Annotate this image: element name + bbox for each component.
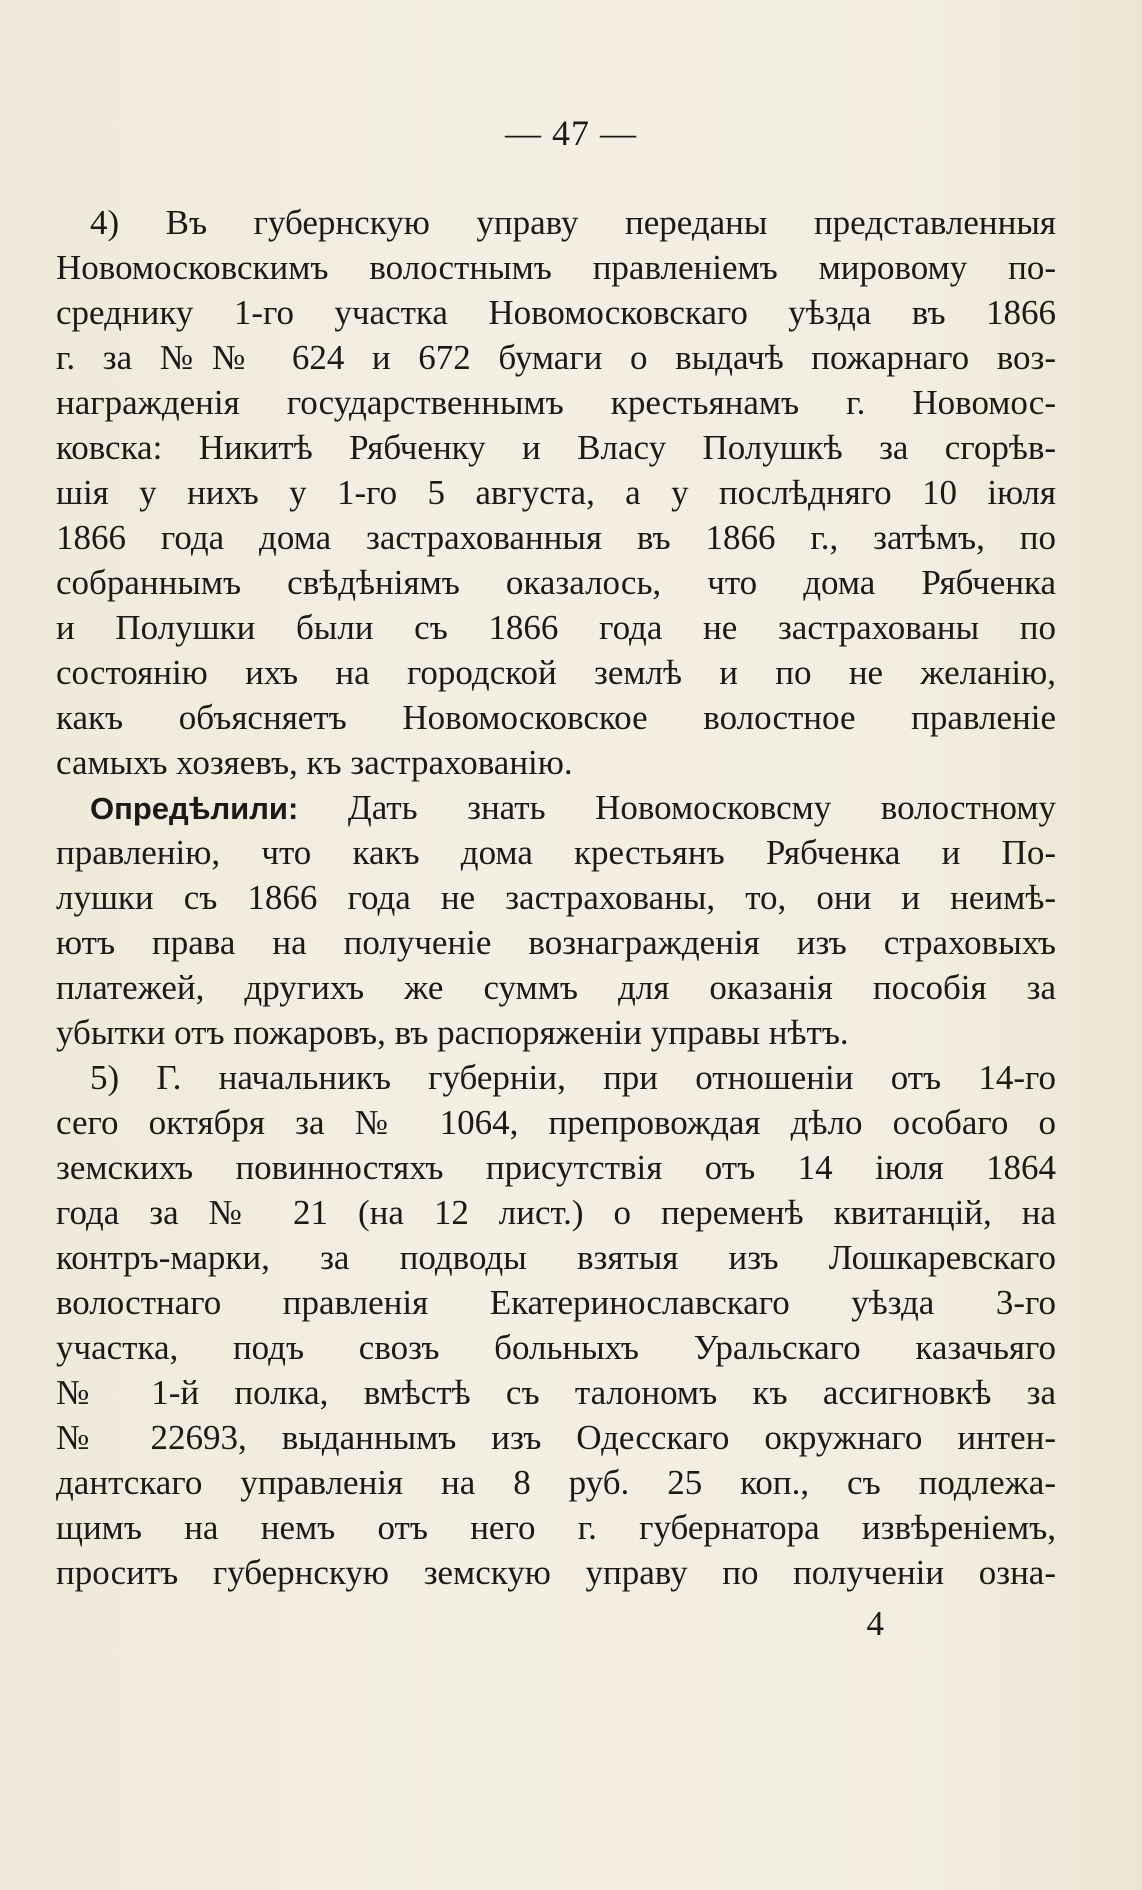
text-line: убытки отъ пожаровъ, въ распоряженіи управы нѣтъ. [56,1013,849,1052]
text-line: правленію, что какъ дома крестьянъ Рябченка и По- [56,833,1056,872]
text-line: г. за №№ 624 и 672 бумаги о выдачѣ пожарнаго воз- [56,338,1056,377]
paragraph-5 [56,1055,1056,1595]
text-line: года за № 21 (на 12 лист.) о переменѣ квитанцій, на [56,1193,1056,1232]
text-line: 4) Въ губернскую управу переданы представленныя [90,203,1056,242]
text-line: лушки съ 1866 года не застрахованы, то, они и неимѣ- [56,878,1056,917]
paragraph-4 [56,200,1056,785]
text-line: 1866 года дома застрахованныя въ 1866 г., затѣмъ, по [56,518,1056,557]
text-line: ютъ права на полученіе вознагражденія изъ страховыхъ [56,923,1056,962]
text-line: № 1-й полка, вмѣстѣ съ талономъ къ ассигновкѣ за [56,1373,1056,1412]
text-line: состоянію ихъ на городской землѣ и по не желанію, [56,653,1056,692]
text-line: 5) Г. начальникъ губерніи, при отношеніи отъ 14-го [90,1058,1056,1097]
text-line: награжденія государственнымъ крестьянамъ г. Новомос- [56,383,1056,422]
text-line [56,785,1056,830]
text-line: сего октября за № 1064, препровождая дѣло особаго о [56,1103,1056,1142]
text-line: какъ объясняетъ Новомосковское волостное правленіе [56,698,1056,737]
text-line: контръ-марки, за подводы взятыя изъ Лошкаревскаго [56,1238,1056,1277]
text-line: самыхъ хозяевъ, къ застрахованію. [56,743,573,782]
text-line: Новомосковскимъ волостнымъ правленіемъ мировому по- [56,248,1056,287]
body-text [56,200,1056,1595]
text-line: платежей, другихъ же суммъ для оказанія пособія за [56,968,1056,1007]
text-line: участка, подъ свозъ больныхъ Уральскаго казачьяго [56,1328,1056,1367]
text-line: дантскаго управленія на 8 руб. 25 коп., съ подлежа- [56,1463,1056,1502]
text-line: шія у нихъ у 1-го 5 августа, а у послѣдняго 10 іюля [56,473,1056,512]
text-line: и Полушки были съ 1866 года не застрахованы по [56,608,1056,647]
text-line: земскихъ повинностяхъ присутствія отъ 14 іюля 1864 [56,1148,1056,1187]
text-line: № 22693, выданнымъ изъ Одесскаго окружнаго интен- [56,1418,1056,1457]
text-line: ковска: Никитѣ Рябченку и Власу Полушкѣ за сгорѣв- [56,428,1056,467]
text-line: среднику 1-го участка Новомосковскаго уѣзда въ 1866 [56,293,1056,332]
page-number: — 47 — [505,113,637,153]
resolution-paragraph [56,785,1056,1055]
signature-mark: 4 [866,1604,884,1643]
text-line: проситъ губернскую земскую управу по полученіи озна- [56,1553,1056,1592]
text-line: щимъ на немъ отъ него г. губернатора извѣреніемъ, [56,1508,1056,1547]
resolution-first-line: Дать знать Новомосковсму волостному [347,788,1056,827]
text-line: волостнаго правленія Екатеринославскаго уѣзда 3-го [56,1283,1056,1322]
resolution-label: Опредѣлили: [90,791,299,826]
text-line: собраннымъ свѣдѣніямъ оказалось, что дома Рябченка [56,563,1056,602]
